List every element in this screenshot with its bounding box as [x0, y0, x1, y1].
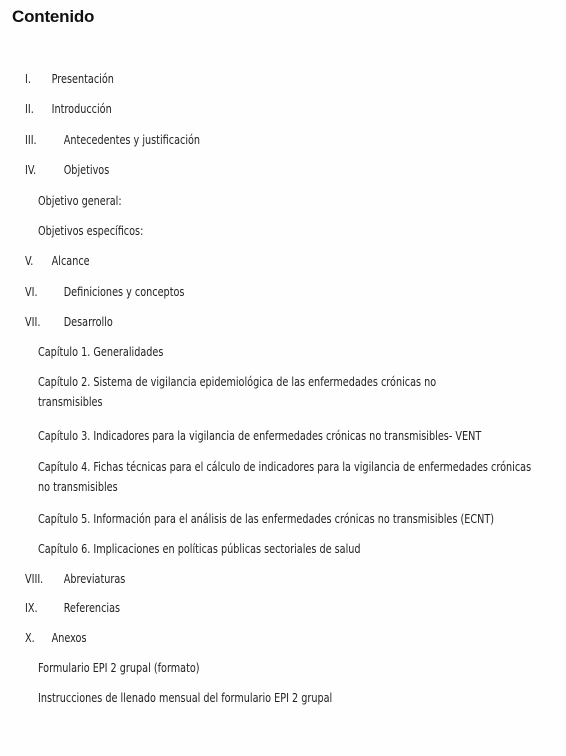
toc-subentry-objetivos-especificos[interactable]: Objetivos específicos:: [38, 223, 144, 238]
toc-number: IV.: [25, 162, 37, 177]
toc-number: VIII.: [25, 571, 44, 586]
page-title: Contenido: [12, 7, 95, 26]
toc-subentry-objetivo-general[interactable]: Objetivo general:: [38, 193, 122, 208]
toc-number: V.: [25, 253, 34, 268]
toc-label: Antecedentes y justificación: [63, 132, 201, 147]
toc-label: Referencias: [63, 600, 121, 615]
toc-number: IX.: [25, 600, 38, 615]
toc-subentry-capitulo-6[interactable]: Capítulo 6. Implicaciones en políticas públicas sectoriales de salud: [38, 541, 361, 556]
toc-number: X.: [25, 630, 35, 645]
toc-subentry-capitulo-4[interactable]: Capítulo 4. Fichas técnicas para el cálculo de indicadores para la vigilancia de enfermedades crónicas no transmisibles: [38, 459, 532, 494]
toc-subentry-capitulo-5[interactable]: Capítulo 5. Información para el análisis de las enfermedades crónicas no transmisibles (ECNT): [38, 511, 495, 526]
toc-subentry-capitulo-2[interactable]: Capítulo 2. Sistema de vigilancia epidemiológica de las enfermedades crónicas no transmisibles: [38, 374, 437, 409]
toc-number: VI.: [25, 284, 38, 299]
toc-label: Desarrollo: [63, 314, 113, 329]
toc-subentry-capitulo-3[interactable]: Capítulo 3. Indicadores para la vigilancia de enfermedades crónicas no transmisibles- VENT: [38, 428, 482, 443]
toc-label: Anexos: [51, 630, 87, 645]
toc-subentry-instrucciones[interactable]: Instrucciones de llenado mensual del formulario EPI 2 grupal: [38, 690, 333, 705]
toc-label: Introducción: [51, 101, 112, 116]
toc-subentry-formulario-epi2[interactable]: Formulario EPI 2 grupal (formato): [38, 660, 200, 675]
toc-number: III.: [25, 132, 37, 147]
toc-label: Abreviaturas: [63, 571, 126, 586]
toc-number: I.: [25, 71, 31, 86]
toc-number: II.: [25, 101, 34, 116]
toc-subentry-capitulo-1[interactable]: Capítulo 1. Generalidades: [38, 344, 164, 359]
toc-label: Objetivos: [63, 162, 110, 177]
toc-number: VII.: [25, 314, 41, 329]
toc-label: Definiciones y conceptos: [63, 284, 185, 299]
toc-label: Presentación: [51, 71, 114, 86]
toc-label: Alcance: [51, 253, 90, 268]
